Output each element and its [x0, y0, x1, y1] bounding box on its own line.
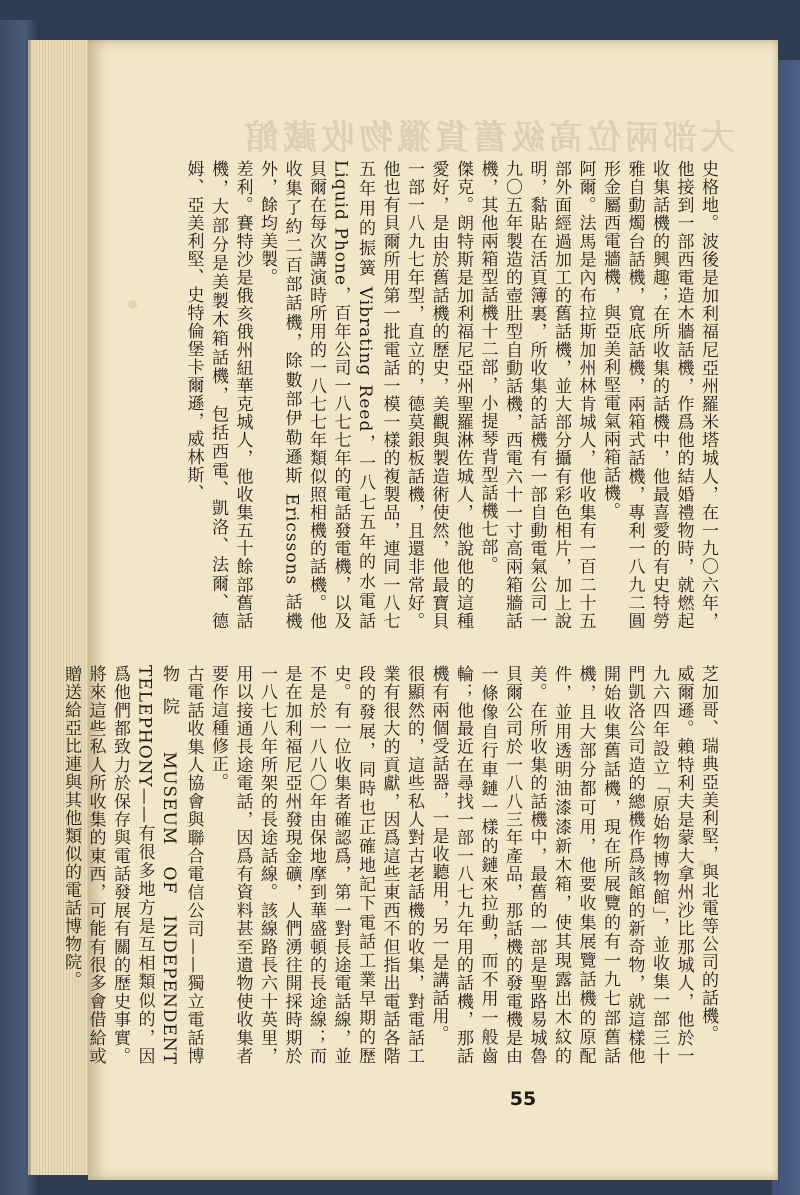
paragraph-significance: 很顯然的，這些私人對古老話機的收集，對電話工業有很大的貢獻，因爲這些東西不但指出電話各階段的發展，同時也正確地記下電話工業早期的歷史。有一位收集者確認爲，第一對長途電話線，並不是於一八八〇年由保地摩到華盛頓的長途線；而是在加利福尼亞州發現金礦，人們湧往開採時期於一八七八年所架的長途話線。該線路長六十英里，用以接通長途電話，因爲有資料甚至遺物使收集者要作這種修正。 [208, 665, 424, 1065]
paragraph-collector-2: 阿爾。法馬是內布拉斯加州林肯城人，他收集有一百二十五部外面經過加工的舊話機，並大部分攝有彩色相片，加上說明，黏貼在活頁簿裏，所收集的話機有一部自動電氣公司一九〇五年製造的壺肚型自動話機，西電六十一寸高兩箱牆話機，其他兩箱型話機十二部，小提琴背型話機七部。 [477, 160, 596, 630]
book-page [61, 40, 778, 1180]
paragraph-collector-4: 差利。賽特沙是俄亥俄州紐華克城人，他收集五十餘部舊話機，大部分是美製木箱話機，包括西電、凱洛、法爾、德姆、亞美利堅、史特倫堡卡爾遜，威林斯、 [183, 160, 253, 630]
article-text-bottom [61, 665, 720, 1065]
paragraph-conclusion: 古電話收集人協會與聯合電信公司——獨立電話博物院 MUSEUM OF INDEPENDENT TELEPHONY——有很多地方是互相類似的，因爲他們都致力於保存與電話發展有關的歷史事實。將來這些私人所收集的東西，可能有很多會借給或贈送給亞比連與其他類似的電話博物院。 [61, 665, 204, 1065]
paragraph-museum: 威爾遜。賴特利夫是蒙大拿州沙比那城人，他於一九六四年設立「原始物博物館」，並收集一部三十門凱洛公司造的總機作爲該館的新奇物，就這樣他開始收集舊話機，現在所展覽的有一九七部舊話機，且大部分都可用，他要收集展覽話機的原配件，並用透明油漆漆新木箱，使其現露出木紋的美。在所收集的話機中，最舊的一部是聖路易城魯貝爾公司於一八八三年產品，那話機的發電機是由一條像自行車鏈一樣的鏈來拉動，而不用一般齒輪；他最近在尋找一部一八七九年用的話機，那話機有兩個受話器，一是收聽用，另一是講話用。 [428, 665, 694, 1065]
article-text-top [160, 160, 720, 630]
paragraph-continuation: 芝加哥、瑞典亞美利堅，與北電等公司的話機。 [698, 665, 718, 1043]
paper-spot [128, 300, 137, 309]
running-head-showthrough: 大部兩位高級舊貨獵物收藏館 [241, 118, 735, 158]
paragraph-collector-3: 傑克。朗特斯是加利福尼亞州聖羅淋佐城人，他說他的這種愛好，是由於舊話機的歷史，美觀與製造術使然，他最寶貝一部一八九七年型，直立的，德莫銀板話機，且還非常好。他也有貝爾所用第一批電話一模一樣的複製品，連同一八七五年用的振簧 Vibrating Reed，一八七五年的水電話 Liquid Phone，百年公司一八七七年的電話發電機，以及貝爾在每次講演時所用的一八七七年類似照相機的話機。他收集了約二百部話機，除數部伊勒遜斯 Ericssons 話機外，餘均美製。 [257, 160, 473, 630]
paragraph-collector-1: 史格地。波後是加利福尼亞州羅米塔城人，在一九〇六年，他接到一部西電造木牆話機，作爲他的結婚禮物時，就燃起收集話機的興趣；在所收集的話機中，他最喜愛的有史特勞雅自動燭台話機，寬底話機，兩箱式話機，專利一八九二圓形金屬西電牆機，與亞美利堅電氣兩箱話機。 [600, 160, 718, 630]
page-number: 55 [509, 1088, 537, 1110]
